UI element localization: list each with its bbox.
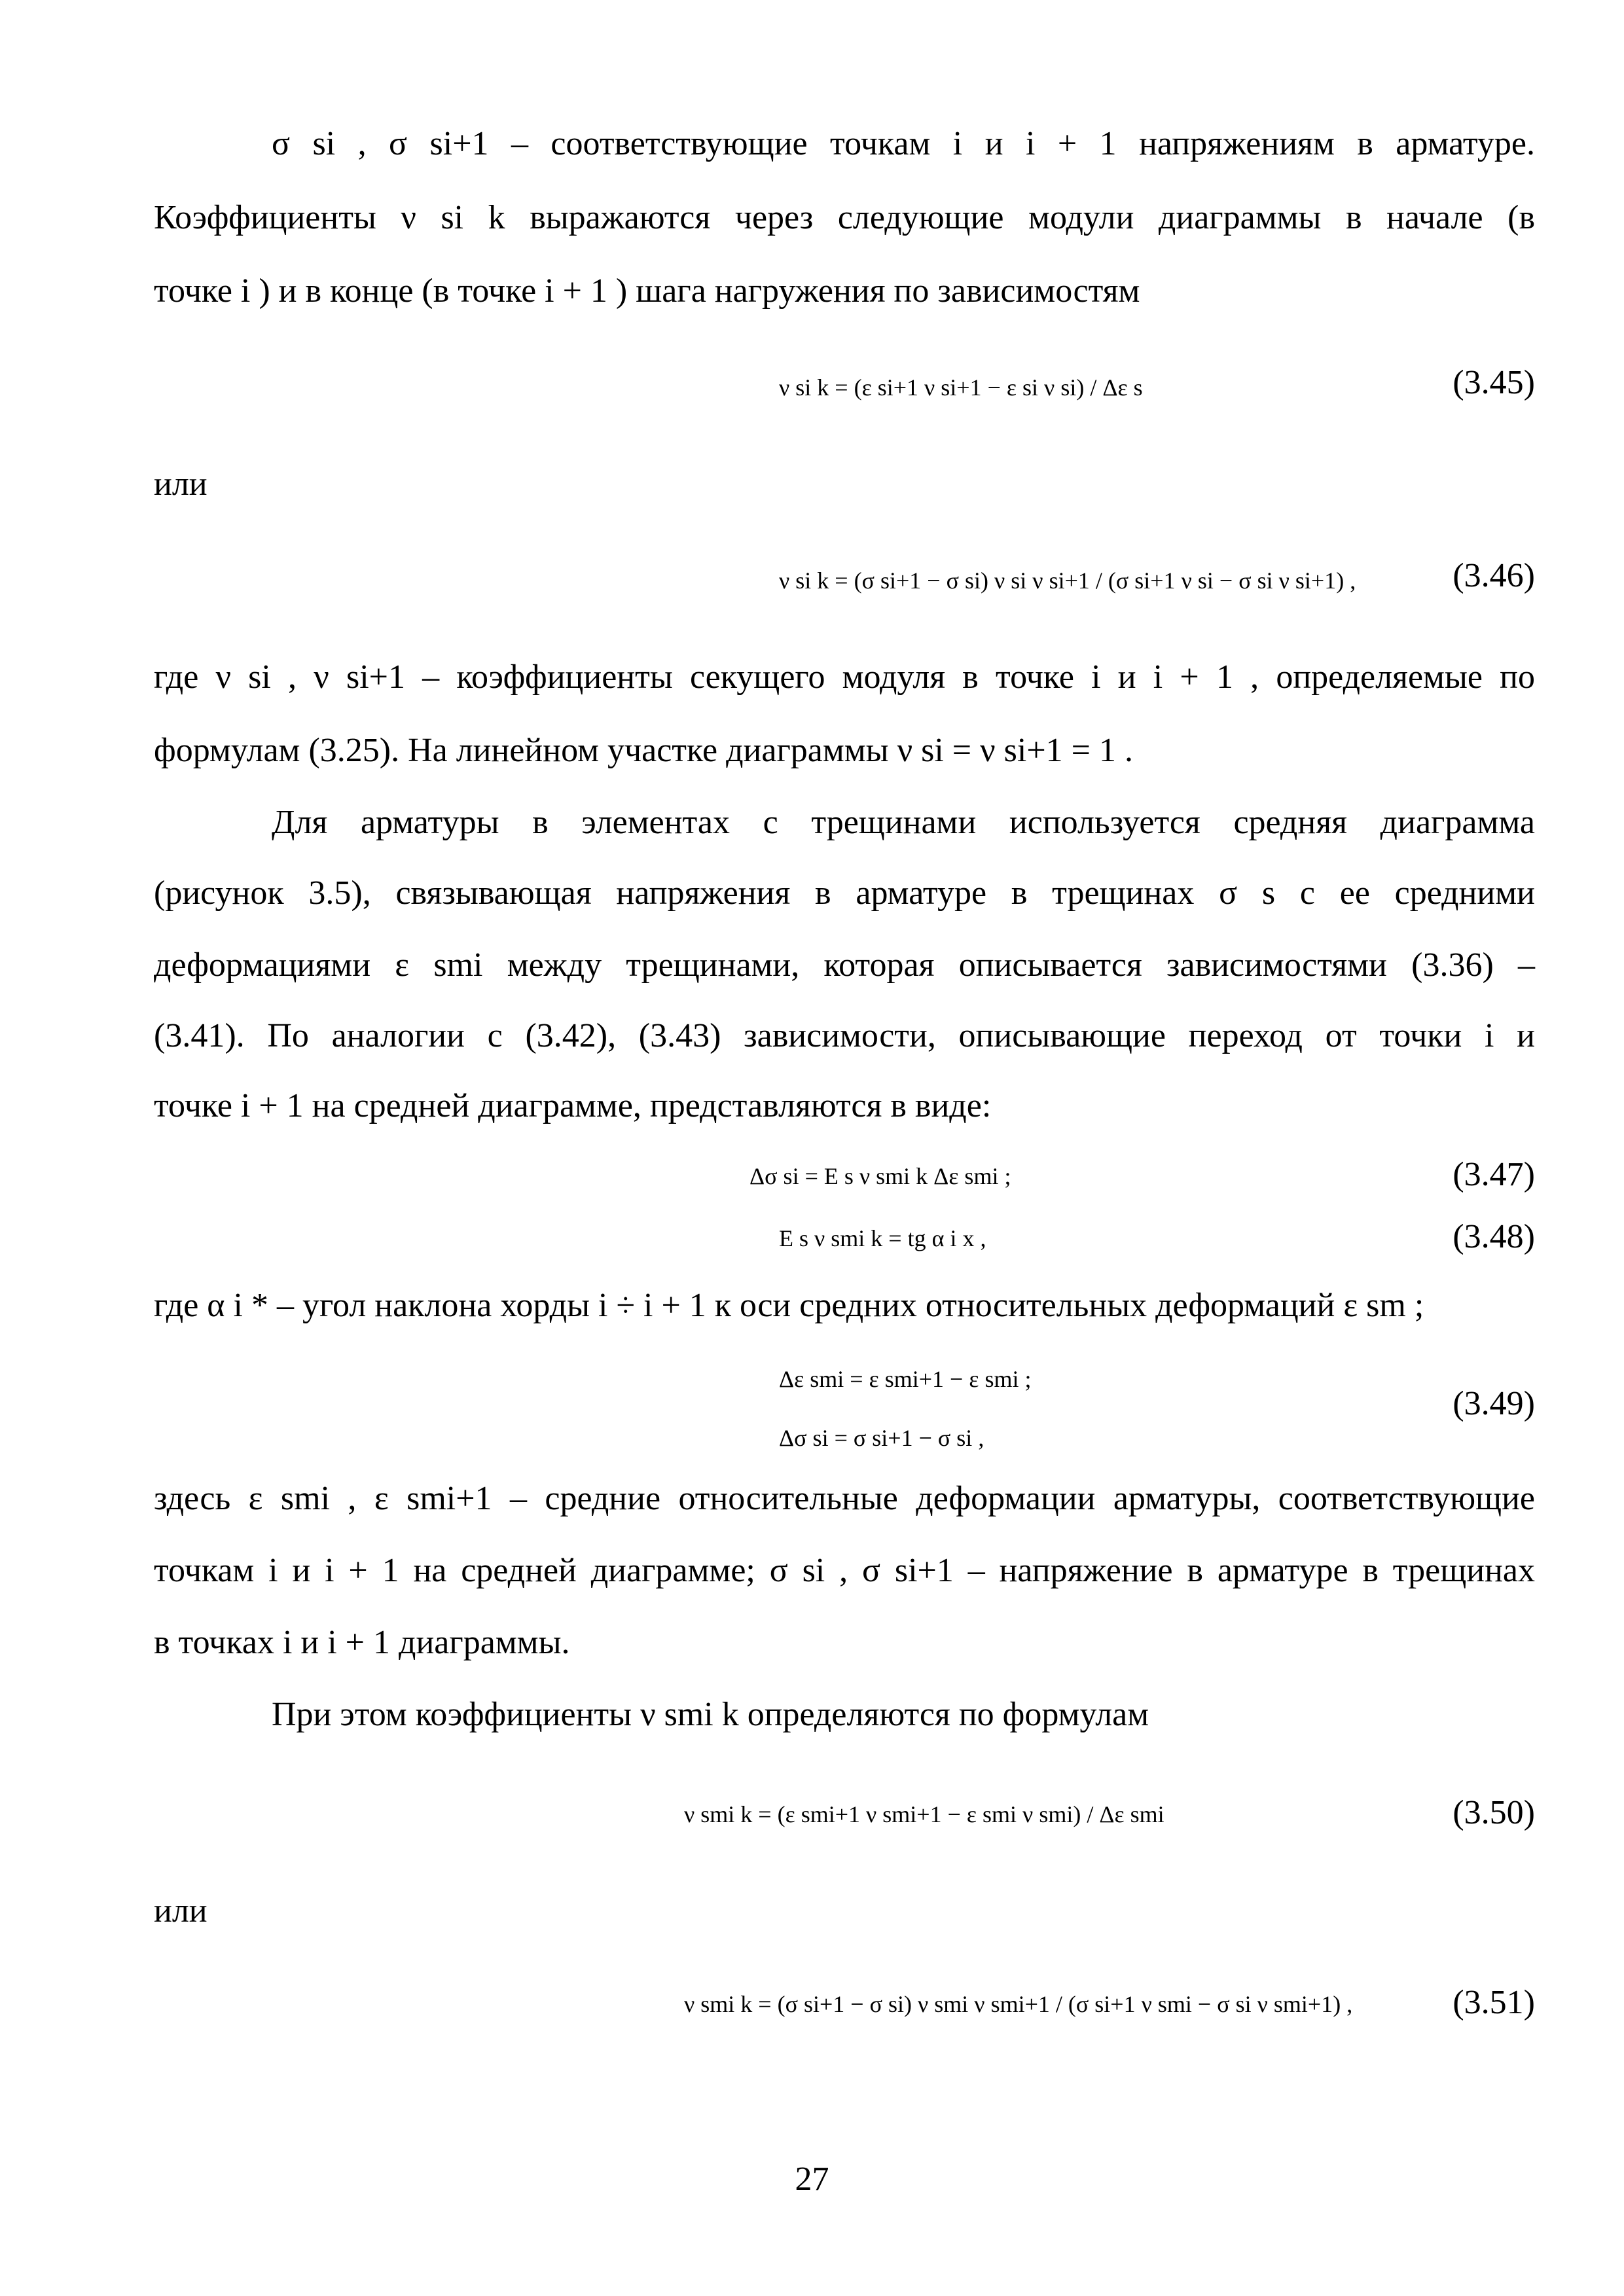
equation-number-3-49: (3.49) [1453,1385,1535,1422]
equation-number-3-48: (3.48) [1453,1218,1535,1255]
formula-3-51: ν smi k = (σ si+1 − σ si) ν smi ν smi+1 / (σ si+1 ν smi − σ si ν smi+1) , [684,1991,1353,2017]
formula-3-48: E s ν smi k = tg α i x , [779,1225,986,1251]
paragraph-line-13: точкам i и i + 1 на средней диаграмме; σ si , σ si+1 – напряжение в арматуре в трещинах [154,1552,1535,1589]
equation-number-3-45: (3.45) [1453,364,1535,401]
paragraph-line-14: в точках i и i + 1 диаграммы. [154,1624,570,1661]
paragraph-line-9: (3.41). По аналогии с (3.42), (3.43) зависимости, описывающие переход от точки i и [154,1017,1535,1054]
formula-3-49-a: Δε smi = ε smi+1 − ε smi ; [779,1366,1032,1392]
formula-3-46: ν si k = (σ si+1 − σ si) ν si ν si+1 / (σ si+1 ν si − σ si ν si+1) , [779,567,1356,594]
paragraph-line-5: формулам (3.25). На линейном участке диаграммы ν si = ν si+1 = 1 . [154,732,1133,769]
equation-number-3-50: (3.50) [1453,1794,1535,1831]
equation-number-3-46: (3.46) [1453,557,1535,594]
formula-3-47: Δσ si = E s ν smi k Δε smi ; [749,1163,1011,1189]
paragraph-line-1: σ si , σ si+1 – соответствующие точкам i и i + 1 напряжениям в арматуре. [272,125,1535,162]
paragraph-line-7: (рисунок 3.5), связывающая напряжения в арматуре в трещинах σ s с ее средними [154,874,1535,912]
paragraph-or-2: или [154,1892,208,1929]
paragraph-line-8: деформациями ε smi между трещинами, которая описывается зависимостями (3.36) – [154,946,1535,984]
paragraph-line-6: Для арматуры в элементах с трещинами используется средняя диаграмма [272,804,1535,841]
paragraph-line-10: точке i + 1 на средней диаграмме, представляются в виде: [154,1087,992,1124]
page-number: 27 [795,2161,829,2198]
paragraph-line-3: точке i ) и в конце (в точке i + 1 ) шага нагружения по зависимостям [154,272,1140,310]
equation-number-3-51: (3.51) [1453,1984,1535,2021]
formula-3-50: ν smi k = (ε smi+1 ν smi+1 − ε smi ν smi) / Δε smi [684,1801,1164,1827]
paragraph-line-15: При этом коэффициенты ν smi k определяются по формулам [272,1696,1149,1733]
paragraph-line-4: где ν si , ν si+1 – коэффициенты секущего модуля в точке i и i + 1 , определяемые по [154,658,1535,696]
paragraph-line-11: где α i * – угол наклона хорды i ÷ i + 1 к оси средних относительных деформаций ε sm ; [154,1287,1424,1324]
paragraph-line-2: Коэффициенты ν si k выражаются через следующие модули диаграммы в начале (в [154,199,1535,236]
formula-3-49-b: Δσ si = σ si+1 − σ si , [779,1425,984,1451]
paragraph-or-1: или [154,465,208,503]
paragraph-line-12: здесь ε smi , ε smi+1 – средние относительные деформации арматуры, соответствующие [154,1480,1535,1517]
equation-number-3-47: (3.47) [1453,1156,1535,1193]
formula-3-45: ν si k = (ε si+1 ν si+1 − ε si ν si) / Δε s [779,374,1143,401]
